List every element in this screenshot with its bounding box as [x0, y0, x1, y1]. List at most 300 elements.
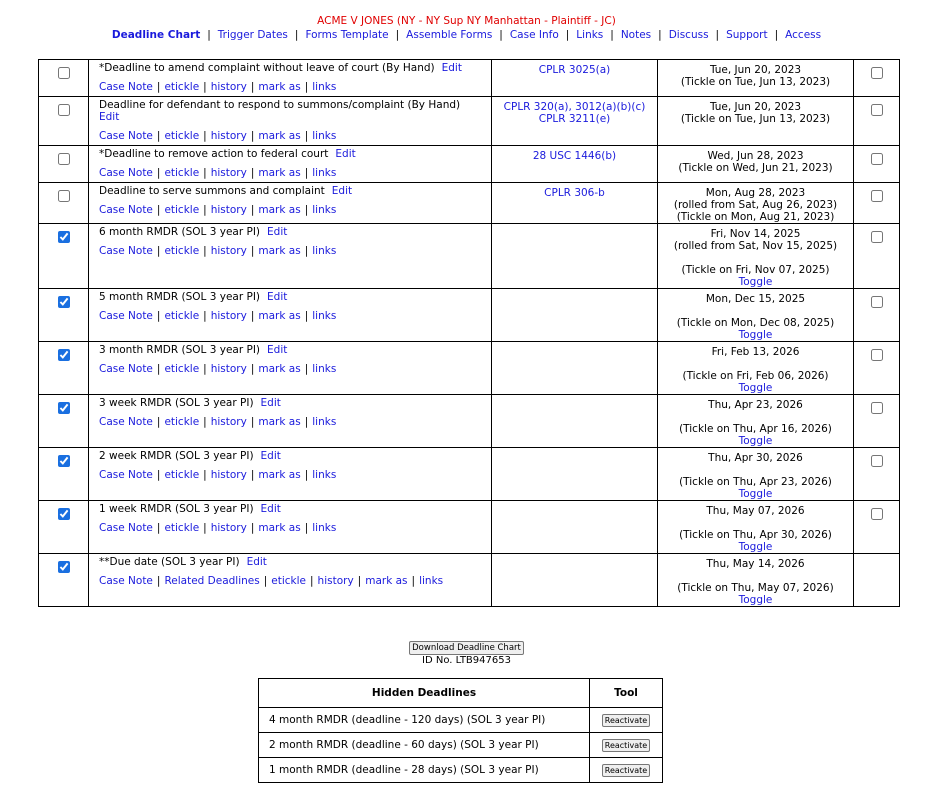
- nav-notes-link[interactable]: Notes: [620, 29, 652, 41]
- action-separator: |: [250, 416, 255, 428]
- row-actions: [99, 245, 481, 257]
- deadline-title: **Due date (SOL 3 year PI): [99, 556, 240, 568]
- hide-cell: [854, 395, 900, 448]
- date-note: (Tickle on Wed, Jun 21, 2023): [678, 162, 833, 174]
- rule-cell: [492, 342, 658, 395]
- date-note: (Tickle on Mon, Dec 08, 2025): [676, 317, 835, 329]
- action-separator: |: [304, 469, 309, 481]
- rule-cell: [492, 448, 658, 501]
- deadline-row: [39, 289, 900, 342]
- nav-case-info-link[interactable]: Case Info: [509, 29, 559, 41]
- history-link[interactable]: history: [210, 416, 247, 428]
- hide-checkbox[interactable]: [871, 190, 883, 202]
- action-separator: |: [250, 469, 255, 481]
- nav-forms-template-link[interactable]: Forms Template: [305, 29, 389, 41]
- nav-support-link[interactable]: Support: [726, 29, 768, 41]
- hidden-deadlines-table: [258, 678, 663, 783]
- hide-checkbox[interactable]: [871, 508, 883, 520]
- etickle-link[interactable]: etickle: [164, 81, 200, 93]
- deadline-row: [39, 97, 900, 146]
- deadline-table: [38, 59, 900, 607]
- case-note-link[interactable]: Case Note: [99, 167, 153, 179]
- description-cell: [89, 395, 492, 448]
- select-cell: [39, 60, 89, 97]
- links-link[interactable]: links: [312, 469, 337, 481]
- action-separator: |: [304, 416, 309, 428]
- deadline-row: [39, 183, 900, 224]
- related-deadlines-link[interactable]: Related Deadlines: [164, 575, 260, 587]
- case-note-link[interactable]: Case Note: [99, 363, 153, 375]
- links-link[interactable]: links: [312, 130, 337, 142]
- deadline-description: [99, 450, 481, 462]
- action-separator: |: [250, 363, 255, 375]
- rule-link[interactable]: CPLR 3211(e): [538, 113, 611, 125]
- date-note: (Tickle on Tue, Jun 13, 2023): [680, 113, 831, 125]
- nav-separator: |: [610, 29, 614, 41]
- action-separator: |: [304, 363, 309, 375]
- nav-separator: |: [565, 29, 570, 41]
- select-checkbox[interactable]: [58, 67, 70, 79]
- history-link[interactable]: history: [210, 522, 247, 534]
- date-cell: [658, 289, 854, 342]
- history-link[interactable]: history: [210, 167, 247, 179]
- deadline-description: [99, 344, 481, 356]
- deadline-title: Deadline to serve summons and complaint: [99, 185, 325, 197]
- action-separator: |: [156, 522, 161, 534]
- rule-cell: [492, 289, 658, 342]
- select-cell: [39, 183, 89, 224]
- hide-checkbox[interactable]: [871, 296, 883, 308]
- case-note-link[interactable]: Case Note: [99, 416, 153, 428]
- links-link[interactable]: links: [312, 245, 337, 257]
- select-cell: [39, 448, 89, 501]
- select-checkbox[interactable]: [58, 402, 70, 414]
- mark-as-link[interactable]: mark as: [258, 363, 301, 375]
- hide-cell: [854, 146, 900, 183]
- nav-deadline-chart-link[interactable]: Deadline Chart: [111, 29, 201, 41]
- hidden-deadline-name: 1 month RMDR (deadline - 28 days) (SOL 3 year PI): [259, 758, 590, 783]
- toggle-link[interactable]: Toggle: [738, 594, 773, 606]
- case-note-link[interactable]: Case Note: [99, 469, 153, 481]
- mark-as-link[interactable]: mark as: [258, 245, 301, 257]
- nav-separator: |: [294, 29, 299, 41]
- action-separator: |: [203, 469, 207, 481]
- history-link[interactable]: history: [210, 469, 247, 481]
- toggle-link[interactable]: Toggle: [738, 488, 773, 500]
- hide-cell: [854, 289, 900, 342]
- hide-checkbox[interactable]: [871, 67, 883, 79]
- mark-as-link[interactable]: mark as: [258, 81, 301, 93]
- blank-line: [658, 411, 853, 423]
- rule-link[interactable]: 28 USC 1446(b): [532, 150, 617, 162]
- rule-cell: [492, 554, 658, 607]
- nav-separator: |: [774, 29, 779, 41]
- mark-as-link[interactable]: mark as: [258, 416, 301, 428]
- action-separator: |: [203, 416, 207, 428]
- deadline-title: 3 week RMDR (SOL 3 year PI): [99, 397, 254, 409]
- select-checkbox[interactable]: [58, 153, 70, 165]
- row-actions: [99, 416, 481, 428]
- nav-separator: |: [499, 29, 503, 41]
- deadline-date: Thu, Apr 23, 2026: [708, 399, 803, 411]
- nav-assemble-forms-link[interactable]: Assemble Forms: [406, 29, 493, 41]
- description-cell: [89, 60, 492, 97]
- hide-checkbox[interactable]: [871, 231, 883, 243]
- edit-link[interactable]: Edit: [246, 556, 267, 568]
- action-separator: |: [156, 130, 161, 142]
- deadline-title: 1 week RMDR (SOL 3 year PI): [99, 503, 254, 515]
- date-cell: [658, 224, 854, 289]
- row-actions: [99, 167, 481, 179]
- deadline-description: [99, 62, 481, 74]
- nav-separator: |: [395, 29, 400, 41]
- toggle-link[interactable]: Toggle: [738, 329, 773, 341]
- nav-trigger-dates-link[interactable]: Trigger Dates: [217, 29, 288, 41]
- etickle-link[interactable]: etickle: [164, 167, 200, 179]
- nav-links-link[interactable]: Links: [576, 29, 604, 41]
- date-cell: [658, 342, 854, 395]
- hide-checkbox[interactable]: [871, 104, 883, 116]
- links-link[interactable]: links: [312, 204, 337, 216]
- hidden-deadlines-header: Hidden Deadlines: [259, 679, 590, 708]
- row-actions: [99, 469, 481, 481]
- etickle-link[interactable]: etickle: [164, 204, 200, 216]
- deadline-description: [99, 185, 481, 197]
- tool-cell: [590, 708, 663, 733]
- action-separator: |: [304, 81, 309, 93]
- action-separator: |: [203, 522, 207, 534]
- hide-cell: [854, 554, 900, 607]
- rule-link[interactable]: CPLR 306-b: [544, 187, 605, 199]
- date-note: (Tickle on Thu, Apr 23, 2026): [679, 476, 832, 488]
- deadline-description: [99, 148, 481, 160]
- date-note: (Tickle on Thu, Apr 16, 2026): [679, 423, 832, 435]
- reactivate-button[interactable]: Reactivate: [602, 739, 650, 752]
- download-deadline-chart-button[interactable]: Download Deadline Chart: [409, 641, 524, 655]
- history-link[interactable]: history: [210, 310, 247, 322]
- date-note: (rolled from Sat, Nov 15, 2025): [673, 240, 838, 252]
- deadline-date: Fri, Nov 14, 2025: [710, 228, 801, 240]
- hidden-deadline-name: 4 month RMDR (deadline - 120 days) (SOL 3 year PI): [259, 708, 590, 733]
- etickle-link[interactable]: etickle: [164, 416, 200, 428]
- date-cell: [658, 554, 854, 607]
- rule-cell: [492, 60, 658, 97]
- action-separator: |: [203, 167, 207, 179]
- blank-line: [658, 517, 853, 529]
- history-link[interactable]: history: [210, 204, 247, 216]
- select-checkbox[interactable]: [58, 455, 70, 467]
- history-link[interactable]: history: [210, 81, 247, 93]
- case-note-link[interactable]: Case Note: [99, 245, 153, 257]
- action-separator: |: [250, 130, 255, 142]
- hide-cell: [854, 501, 900, 554]
- action-separator: |: [304, 204, 309, 216]
- edit-link[interactable]: Edit: [267, 291, 288, 303]
- date-cell: [658, 60, 854, 97]
- date-cell: [658, 395, 854, 448]
- action-separator: |: [156, 245, 161, 257]
- blank-line: [658, 358, 853, 370]
- links-link[interactable]: links: [312, 416, 337, 428]
- blank-line: [658, 252, 853, 264]
- action-separator: |: [304, 245, 309, 257]
- deadline-date: Mon, Aug 28, 2023: [705, 187, 806, 199]
- date-note: (Tickle on Thu, May 07, 2026): [677, 582, 834, 594]
- case-note-link[interactable]: Case Note: [99, 310, 153, 322]
- history-link[interactable]: history: [210, 130, 247, 142]
- rule-cell: [492, 183, 658, 224]
- rule-cell: [492, 97, 658, 146]
- case-note-link[interactable]: Case Note: [99, 575, 153, 587]
- deadline-title: Deadline for defendant to respond to summons/complaint (By Hand): [99, 99, 461, 111]
- description-cell: [89, 289, 492, 342]
- case-note-link[interactable]: Case Note: [99, 81, 153, 93]
- action-separator: |: [203, 245, 207, 257]
- hidden-deadline-name: 2 month RMDR (deadline - 60 days) (SOL 3 year PI): [259, 733, 590, 758]
- date-note: (Tickle on Thu, Apr 30, 2026): [679, 529, 832, 541]
- nav-discuss-link[interactable]: Discuss: [668, 29, 709, 41]
- links-link[interactable]: links: [419, 575, 444, 587]
- mark-as-link[interactable]: mark as: [258, 469, 301, 481]
- mark-as-link[interactable]: mark as: [258, 204, 301, 216]
- toggle-link[interactable]: Toggle: [738, 276, 773, 288]
- action-separator: |: [203, 310, 207, 322]
- row-actions: [99, 130, 481, 142]
- action-separator: |: [250, 81, 255, 93]
- mark-as-link[interactable]: mark as: [258, 522, 301, 534]
- action-separator: |: [304, 130, 309, 142]
- deadline-date: Fri, Feb 13, 2026: [711, 346, 800, 358]
- etickle-link[interactable]: etickle: [164, 363, 200, 375]
- date-note: (rolled from Sat, Aug 26, 2023): [673, 199, 838, 211]
- action-separator: |: [203, 81, 207, 93]
- deadline-description: [99, 556, 481, 568]
- select-cell: [39, 554, 89, 607]
- deadline-row: [39, 60, 900, 97]
- etickle-link[interactable]: etickle: [164, 469, 200, 481]
- action-separator: |: [156, 310, 161, 322]
- rule-cell: [492, 501, 658, 554]
- action-separator: |: [250, 245, 255, 257]
- deadline-title: *Deadline to remove action to federal court: [99, 148, 329, 160]
- action-separator: |: [156, 204, 161, 216]
- deadline-row: [39, 448, 900, 501]
- mark-as-link[interactable]: mark as: [258, 130, 301, 142]
- etickle-link[interactable]: etickle: [164, 310, 200, 322]
- rule-link[interactable]: CPLR 3025(a): [538, 64, 611, 76]
- hide-checkbox[interactable]: [871, 402, 883, 414]
- action-separator: |: [156, 167, 161, 179]
- date-note: (Tickle on Fri, Feb 06, 2026): [682, 370, 829, 382]
- description-cell: [89, 342, 492, 395]
- deadline-date: Tue, Jun 20, 2023: [709, 64, 802, 76]
- mark-as-link[interactable]: mark as: [258, 167, 301, 179]
- hide-cell: [854, 183, 900, 224]
- reactivate-button[interactable]: Reactivate: [602, 714, 650, 727]
- action-separator: |: [203, 130, 207, 142]
- date-cell: [658, 97, 854, 146]
- description-cell: [89, 183, 492, 224]
- date-note: (Tickle on Fri, Nov 07, 2025): [681, 264, 830, 276]
- tool-header: Tool: [590, 679, 663, 708]
- select-checkbox[interactable]: [58, 190, 70, 202]
- blank-line: [658, 305, 853, 317]
- edit-link[interactable]: Edit: [331, 185, 353, 197]
- deadline-row: [39, 224, 900, 289]
- links-link[interactable]: links: [312, 167, 337, 179]
- row-actions: [99, 81, 481, 93]
- reactivate-button[interactable]: Reactivate: [602, 764, 650, 777]
- deadline-title: 5 month RMDR (SOL 3 year PI): [99, 291, 261, 303]
- edit-link[interactable]: Edit: [267, 344, 288, 356]
- deadline-description: [99, 291, 481, 303]
- action-separator: |: [156, 575, 161, 587]
- select-cell: [39, 501, 89, 554]
- deadline-row: [39, 554, 900, 607]
- history-link[interactable]: history: [210, 245, 247, 257]
- deadline-date: Wed, Jun 28, 2023: [707, 150, 804, 162]
- deadline-row: [39, 342, 900, 395]
- deadline-description: [99, 226, 481, 238]
- history-link[interactable]: history: [317, 575, 354, 587]
- select-cell: [39, 395, 89, 448]
- tool-cell: [590, 758, 663, 783]
- nav-separator: |: [715, 29, 720, 41]
- select-cell: [39, 342, 89, 395]
- row-actions: [99, 575, 481, 587]
- date-cell: [658, 183, 854, 224]
- edit-link[interactable]: Edit: [267, 226, 288, 238]
- edit-link[interactable]: Edit: [99, 111, 120, 123]
- rule-link[interactable]: CPLR 320(a), 3012(a)(b)(c): [503, 101, 646, 113]
- hide-cell: [854, 224, 900, 289]
- deadline-date: Thu, Apr 30, 2026: [708, 452, 803, 464]
- etickle-link[interactable]: etickle: [164, 130, 200, 142]
- deadline-date: Thu, May 14, 2026: [706, 558, 805, 570]
- hide-cell: [854, 97, 900, 146]
- edit-link[interactable]: Edit: [260, 450, 281, 462]
- select-checkbox[interactable]: [58, 104, 70, 116]
- description-cell: [89, 224, 492, 289]
- date-note: (Tickle on Tue, Jun 13, 2023): [680, 76, 831, 88]
- description-cell: [89, 554, 492, 607]
- select-checkbox[interactable]: [58, 561, 70, 573]
- action-separator: |: [304, 167, 309, 179]
- deadline-date: Mon, Dec 15, 2025: [705, 293, 806, 305]
- edit-link[interactable]: Edit: [441, 62, 462, 74]
- action-separator: |: [263, 575, 268, 587]
- hide-cell: [854, 448, 900, 501]
- deadline-title: 2 week RMDR (SOL 3 year PI): [99, 450, 254, 462]
- nav-separator: |: [207, 29, 211, 41]
- case-note-link[interactable]: Case Note: [99, 204, 153, 216]
- deadline-title: 6 month RMDR (SOL 3 year PI): [99, 226, 261, 238]
- tool-cell: [590, 733, 663, 758]
- links-link[interactable]: links: [312, 310, 337, 322]
- date-note: (Tickle on Mon, Aug 21, 2023): [676, 211, 835, 223]
- select-cell: [39, 97, 89, 146]
- toggle-link[interactable]: Toggle: [738, 382, 773, 394]
- deadline-title: 3 month RMDR (SOL 3 year PI): [99, 344, 261, 356]
- action-separator: |: [411, 575, 416, 587]
- deadline-row: [39, 395, 900, 448]
- etickle-link[interactable]: etickle: [164, 245, 200, 257]
- action-separator: |: [203, 363, 207, 375]
- row-actions: [99, 204, 481, 216]
- deadline-date: Thu, May 07, 2026: [706, 505, 805, 517]
- etickle-link[interactable]: etickle: [271, 575, 306, 587]
- hidden-deadline-row: [259, 708, 663, 733]
- hide-cell: [854, 60, 900, 97]
- edit-link[interactable]: Edit: [260, 503, 281, 515]
- toggle-link[interactable]: Toggle: [738, 541, 773, 553]
- rule-cell: [492, 395, 658, 448]
- hidden-deadline-row: [259, 733, 663, 758]
- download-area: [0, 641, 933, 655]
- select-checkbox[interactable]: [58, 508, 70, 520]
- select-checkbox[interactable]: [58, 349, 70, 361]
- edit-link[interactable]: Edit: [260, 397, 281, 409]
- history-link[interactable]: history: [210, 363, 247, 375]
- case-note-link[interactable]: Case Note: [99, 522, 153, 534]
- description-cell: [89, 97, 492, 146]
- action-separator: |: [304, 310, 309, 322]
- blank-line: [658, 570, 853, 582]
- deadline-description: [99, 99, 481, 123]
- etickle-link[interactable]: etickle: [164, 522, 200, 534]
- row-actions: [99, 310, 481, 322]
- action-separator: |: [156, 416, 161, 428]
- hide-checkbox[interactable]: [871, 349, 883, 361]
- hide-checkbox[interactable]: [871, 455, 883, 467]
- edit-link[interactable]: Edit: [335, 148, 356, 160]
- action-separator: |: [357, 575, 362, 587]
- select-cell: [39, 289, 89, 342]
- action-separator: |: [310, 575, 314, 587]
- hide-checkbox[interactable]: [871, 153, 883, 165]
- action-separator: |: [250, 204, 255, 216]
- nav-access-link[interactable]: Access: [785, 29, 822, 41]
- links-link[interactable]: links: [312, 363, 337, 375]
- action-separator: |: [250, 522, 255, 534]
- select-cell: [39, 224, 89, 289]
- action-separator: |: [156, 81, 161, 93]
- description-cell: [89, 146, 492, 183]
- select-cell: [39, 146, 89, 183]
- links-link[interactable]: links: [312, 81, 337, 93]
- top-nav: [0, 29, 933, 41]
- action-separator: |: [203, 204, 207, 216]
- deadline-title: *Deadline to amend complaint without leave of court (By Hand): [99, 62, 435, 74]
- description-cell: [89, 501, 492, 554]
- rule-cell: [492, 224, 658, 289]
- case-note-link[interactable]: Case Note: [99, 130, 153, 142]
- select-checkbox[interactable]: [58, 231, 70, 243]
- select-checkbox[interactable]: [58, 296, 70, 308]
- toggle-link[interactable]: Toggle: [738, 435, 773, 447]
- case-title: ACME V JONES (NY - NY Sup NY Manhattan - Plaintiff - JC): [317, 15, 616, 27]
- deadline-row: [39, 501, 900, 554]
- nav-separator: |: [658, 29, 662, 41]
- deadline-date: Tue, Jun 20, 2023: [709, 101, 802, 113]
- date-cell: [658, 146, 854, 183]
- mark-as-link[interactable]: mark as: [365, 575, 408, 587]
- mark-as-link[interactable]: mark as: [258, 310, 301, 322]
- links-link[interactable]: links: [312, 522, 337, 534]
- rule-cell: [492, 146, 658, 183]
- deadline-description: [99, 397, 481, 409]
- action-separator: |: [156, 363, 161, 375]
